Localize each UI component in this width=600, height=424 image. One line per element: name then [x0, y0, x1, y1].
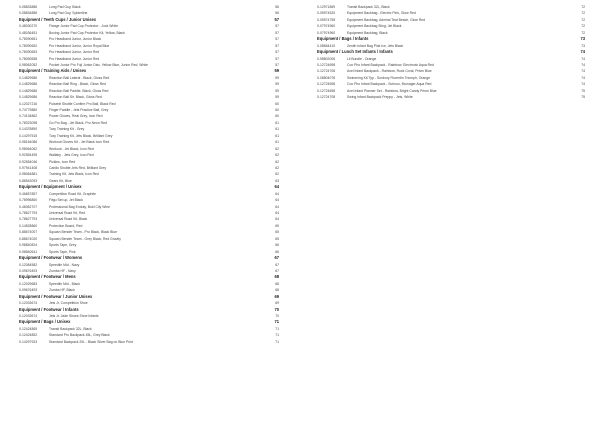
item-description: Boxing Junior Pad Cup Protector Kit, Yellow, Black	[49, 30, 125, 35]
item-description: Pro Headband Junior, Junior Royal Blue	[49, 43, 110, 48]
page-number: 59	[275, 88, 279, 93]
page-number: 74	[581, 62, 585, 67]
page-number: 64	[275, 211, 279, 215]
page-number: 74	[580, 49, 585, 55]
page-number: 71	[275, 339, 279, 344]
left-column	[19, 0, 279, 345]
page-number: 56	[275, 5, 279, 9]
item-code: 0-14528860	[19, 223, 38, 228]
item-description: Jets Jr. Competition Shoe	[49, 301, 88, 306]
item-description: Swing Infant Backpack Preppy - Jets, White	[347, 95, 413, 100]
item-description: Pocket Junior Pro Fuji Junior Disc, Yellow Blue, Junior Red, White	[49, 62, 148, 67]
item-description: Finger Paddle - Jets Practice Ball, Grey	[49, 108, 109, 112]
page-number: 62	[275, 146, 279, 151]
page-number: 64	[275, 217, 279, 222]
item-description: Zenith Infant Bag Pink Ice, Jets Black	[347, 43, 404, 48]
item-code: 0-08833886	[19, 5, 38, 9]
item-description: Axel Infant Planner Set - Rainbow, Bright Candy Prism Blue	[347, 88, 437, 93]
item-code: 0-07974960	[317, 24, 336, 29]
item-code: 0-48036451	[19, 30, 38, 35]
item-description: Professional Bag Enduty, Bold City Wine	[49, 204, 110, 209]
page-number: 72	[581, 24, 585, 29]
item-description: Reaction Ball Ring - Black, Gloss Red	[49, 82, 106, 87]
item-description: Universal Road Kit, Black	[49, 217, 88, 222]
right-column	[317, 0, 585, 101]
page-number: 70	[274, 306, 279, 312]
item-description: Sports Tape, Grey	[49, 243, 77, 248]
item-description: Zumba HF, Black	[49, 288, 75, 293]
item-code: 0-12084582	[19, 262, 38, 267]
item-description: Equipment Backbag, Black	[347, 30, 388, 35]
item-code: 0-46062707	[19, 204, 38, 209]
item-description: Pro Headband Junior, Junior Black	[49, 37, 102, 42]
item-code: 0-12033674	[19, 301, 38, 306]
item-description: Competition Road Kit, Graphite	[49, 191, 96, 196]
item-description: Equipment Backbag Sling, Jet Black	[347, 24, 402, 29]
page-number: 64	[275, 198, 279, 203]
item-description: Long Pad Guy, Spiderline	[49, 11, 88, 16]
item-code: 0-88674020	[19, 236, 38, 241]
page-number: 74	[581, 69, 585, 74]
item-code: 0-88674007	[19, 230, 38, 235]
item-description: Reaction Ball Sir. Black, Gloss Red	[49, 95, 102, 100]
item-code: 0-12424852	[19, 333, 38, 338]
page-number: 73	[580, 36, 585, 42]
item-description: Standard Pro Backpack 45L, Grey Black	[49, 333, 110, 338]
page-number: 59	[274, 68, 279, 74]
item-code: 0-97941408	[19, 165, 38, 170]
page-number: 57	[275, 24, 279, 29]
page-number: 59	[275, 75, 279, 80]
page-number: 69	[274, 293, 279, 299]
item-description: Pickles, Icon Red	[49, 159, 76, 164]
item-code: 0-74779880	[19, 108, 38, 112]
item-code: 0-08804078	[317, 75, 336, 80]
item-code: 0-14378890	[19, 127, 38, 132]
item-description: Swimming Kit Typ - Sunbury Florentin Triumph, Orange	[347, 75, 431, 80]
item-code: 0-98840641	[19, 249, 38, 254]
page-number: 64	[275, 191, 279, 196]
item-description: Zumba HF - Navy	[49, 268, 76, 273]
page-number: 65	[275, 223, 279, 228]
item-code: 0-12424865	[19, 326, 38, 331]
item-description: Speedlin Mid - Black	[49, 281, 80, 286]
item-description: Universal Road Kit, Red	[49, 211, 86, 215]
item-code: 0-14829686	[19, 95, 38, 100]
item-code: 0-78023098	[19, 120, 38, 125]
section-title: Equipment / Equipment / Unisex	[19, 184, 82, 190]
item-code: 0-08654410	[317, 43, 336, 48]
item-description: Wallaby - Jets Grey, Icon Red	[49, 153, 94, 158]
item-code: 0-12027216	[19, 101, 38, 106]
item-description: Equipment Backbag, Admiral Teal Beach, Glow Red	[347, 17, 425, 22]
page-number: 75	[581, 88, 585, 93]
page-number: 62	[275, 165, 279, 170]
page-number: 57	[274, 16, 279, 22]
item-description: Long Pad Guy, Black	[49, 5, 81, 9]
page-number: 62	[275, 172, 279, 177]
item-description: Go Pro Bag - Jet Black, Pro Neon Red	[49, 120, 107, 125]
item-description: Workout - Jet Black, Icon Red	[49, 146, 94, 151]
item-code: 0-78090653	[19, 50, 38, 55]
item-description: Transit Backpack 32L, Black	[49, 326, 92, 331]
item-code: 0-14829686	[19, 75, 38, 80]
section-title: Equipment / Footwear / Mens	[19, 274, 76, 280]
item-code: 0-74134862	[19, 114, 38, 119]
item-description: Workout Gloves Kit - Jet Black Icon Red	[49, 140, 110, 145]
section-title: Equipment / Footwear / Infants	[19, 306, 79, 312]
item-description: Lil Bundle - Orange	[347, 56, 377, 61]
page-number: 72	[581, 5, 585, 9]
item-code: 0-78090651	[19, 37, 38, 42]
item-code: 0-48030270	[19, 24, 38, 29]
item-code: 0-12724698	[317, 88, 336, 93]
page-number: 71	[275, 333, 279, 338]
item-description: Flange Junior Pad Cup Protector - Jock White	[49, 24, 118, 29]
page-number: 60	[275, 101, 279, 106]
item-code: 0-12724708	[317, 95, 336, 100]
item-code: 0-12029683	[19, 281, 38, 286]
catalog-item	[19, 339, 279, 345]
page-number: 57	[275, 56, 279, 61]
section-title: Equipment / Training Aids / Unisex	[19, 68, 87, 74]
item-description: Protection Board, Red	[49, 223, 83, 228]
item-description: Squash Bender Team - Pro Black, Black Blue	[49, 230, 117, 235]
page-number: 67	[274, 255, 279, 261]
section-title: Equipment / Footwear / Junior Unisex	[19, 293, 93, 299]
item-code: 0-98064881	[19, 172, 38, 177]
section-title: Equipment / Footwear / Womens	[19, 255, 83, 261]
item-code: 0-78090652	[19, 43, 38, 48]
item-code: 0-78627793	[19, 211, 38, 215]
item-description: Jets Jr. Jade Shoes Shoe Infants	[49, 314, 99, 318]
page-number: 66	[275, 243, 279, 248]
item-description: Toxy Training Kit - Grey	[49, 127, 85, 132]
page-number: 63	[275, 178, 279, 183]
item-code: 0-12033674	[19, 314, 38, 318]
item-code: 0-78996860	[19, 198, 38, 203]
page-number: 71	[274, 319, 279, 325]
item-code: 0-05974520	[317, 11, 336, 16]
page-number: 73	[581, 43, 585, 48]
page-number: 57	[275, 43, 279, 48]
item-code: 0-78090658	[19, 56, 38, 61]
page-number: 62	[275, 159, 279, 164]
item-code: 0-09676493	[19, 268, 38, 273]
page-number: 61	[275, 127, 279, 132]
page-number: 75	[581, 95, 585, 100]
item-description: Cardio Shuttle Jets Red, Brilliant Grey	[49, 165, 107, 170]
item-code: 0-92554495	[19, 153, 38, 158]
item-code: 0-14297515	[19, 133, 38, 138]
page-number: 65	[275, 236, 279, 241]
page-number: 66	[275, 249, 279, 254]
item-code: 0-92554046	[19, 159, 38, 164]
item-code: 0-98840824	[19, 243, 38, 248]
item-description: Reaction Ball Lateral - Black, Gloss Red	[49, 75, 110, 80]
item-description: Gears Kit, Blue	[49, 178, 72, 183]
page-number: 74	[581, 75, 585, 80]
item-description: Power Gloves, Real Grey, Icon Red	[49, 114, 103, 119]
page-number: 59	[275, 82, 279, 87]
item-description: Axel Infant Backpack - Rainbow, Rock Coral, Prism Blue	[347, 69, 432, 74]
page-number: 62	[275, 153, 279, 158]
item-description: Standard Backpack 20L - Black Silver Bag on Blue Print	[49, 339, 133, 344]
page-number: 72	[581, 30, 585, 35]
item-description: Pulsebit Shuttle Confirm Pro Ball, Black Red	[49, 101, 116, 106]
item-description: Coo Pho Infant Backpack - Schnoo, Brunager Aqua Red	[347, 82, 432, 87]
page-number: 74	[581, 82, 585, 87]
item-description: Pro Headband Junior, Junior Red	[49, 56, 100, 61]
item-description: Fitgu Set up, Jet Black	[49, 198, 83, 203]
item-description: Coo Pho Infant Backpack - Rainbow, Electronic Aqua Red	[347, 62, 434, 67]
item-code: 0-07974960	[317, 30, 336, 35]
item-code: 0-46657857	[19, 191, 38, 196]
page-number: 69	[275, 301, 279, 306]
item-code: 0-12724698	[317, 82, 336, 87]
page-number: 65	[275, 230, 279, 235]
section-title: Equipment / Bags / Unisex	[19, 319, 71, 325]
page-number: 59	[275, 95, 279, 100]
item-code: 0-98164086	[19, 140, 38, 145]
item-description: Toxy Training Kit, Jets Black, Brilliant Grey	[49, 133, 113, 138]
page-number: 56	[275, 11, 279, 16]
item-code: 0-14829686	[19, 88, 38, 93]
page-number: 64	[274, 184, 279, 190]
page-number: 57	[275, 62, 279, 67]
page-number: 74	[581, 56, 585, 61]
section-title: Equipment / Teeth Cups / Junior Unisex	[19, 16, 97, 22]
item-description: Squash Bender Team - Grey Black, Red Gravity	[49, 236, 121, 241]
page-number: 67	[275, 268, 279, 273]
page-number: 71	[275, 326, 279, 331]
page-number: 57	[275, 30, 279, 35]
item-description: Speedlin Mid - Navy	[49, 262, 80, 267]
page-number: 57	[275, 37, 279, 42]
page-number: 60	[275, 108, 279, 112]
page-number: 57	[275, 50, 279, 55]
item-description: Reaction Ball Paddle, Black, Gloss Red	[49, 88, 109, 93]
item-code: 0-09676493	[19, 288, 38, 293]
item-description: Pro Headband Junior, Junior Red	[49, 50, 100, 55]
page-number: 67	[275, 262, 279, 267]
item-code: 0-14297923	[19, 339, 38, 344]
item-code: 0-88543093	[19, 178, 38, 183]
page-number: 61	[275, 140, 279, 145]
item-code: 0-08834886	[19, 11, 38, 16]
page-number: 68	[275, 288, 279, 293]
page-number: 68	[274, 274, 279, 280]
page-number: 61	[275, 120, 279, 125]
page-number: 60	[275, 114, 279, 119]
page-number: 72	[581, 11, 585, 16]
page-number: 64	[275, 204, 279, 209]
item-code: 0-98064062	[19, 146, 38, 151]
item-code: 0-12724698	[317, 62, 336, 67]
section-title: Equipment / Lunch Set Infants / Infants	[317, 49, 393, 55]
page-number: 61	[275, 133, 279, 138]
item-code: 0-05974755	[317, 17, 336, 22]
item-description: Training Kit, Jets Black, Icon Red	[49, 172, 99, 177]
section-title: Equipment / Bags / Infants	[317, 36, 369, 42]
page-number: 72	[581, 17, 585, 22]
item-code: 0-98062052	[19, 62, 38, 67]
item-description: Equipment Backbag - Electric Pink, Glow Red	[347, 11, 416, 16]
item-code: 0-12724708	[317, 69, 336, 74]
catalog-item	[317, 94, 585, 100]
item-code: 0-12971869	[317, 5, 336, 9]
page-number: 68	[275, 281, 279, 286]
item-code: 0-98802006	[317, 56, 336, 61]
item-code: 0-14829686	[19, 82, 38, 87]
item-description: Transit Backpack 32L, Black	[347, 5, 390, 9]
page-number: 70	[275, 314, 279, 318]
item-code: 0-78627793	[19, 217, 38, 222]
item-description: Sports Tape, Pink	[49, 249, 76, 254]
